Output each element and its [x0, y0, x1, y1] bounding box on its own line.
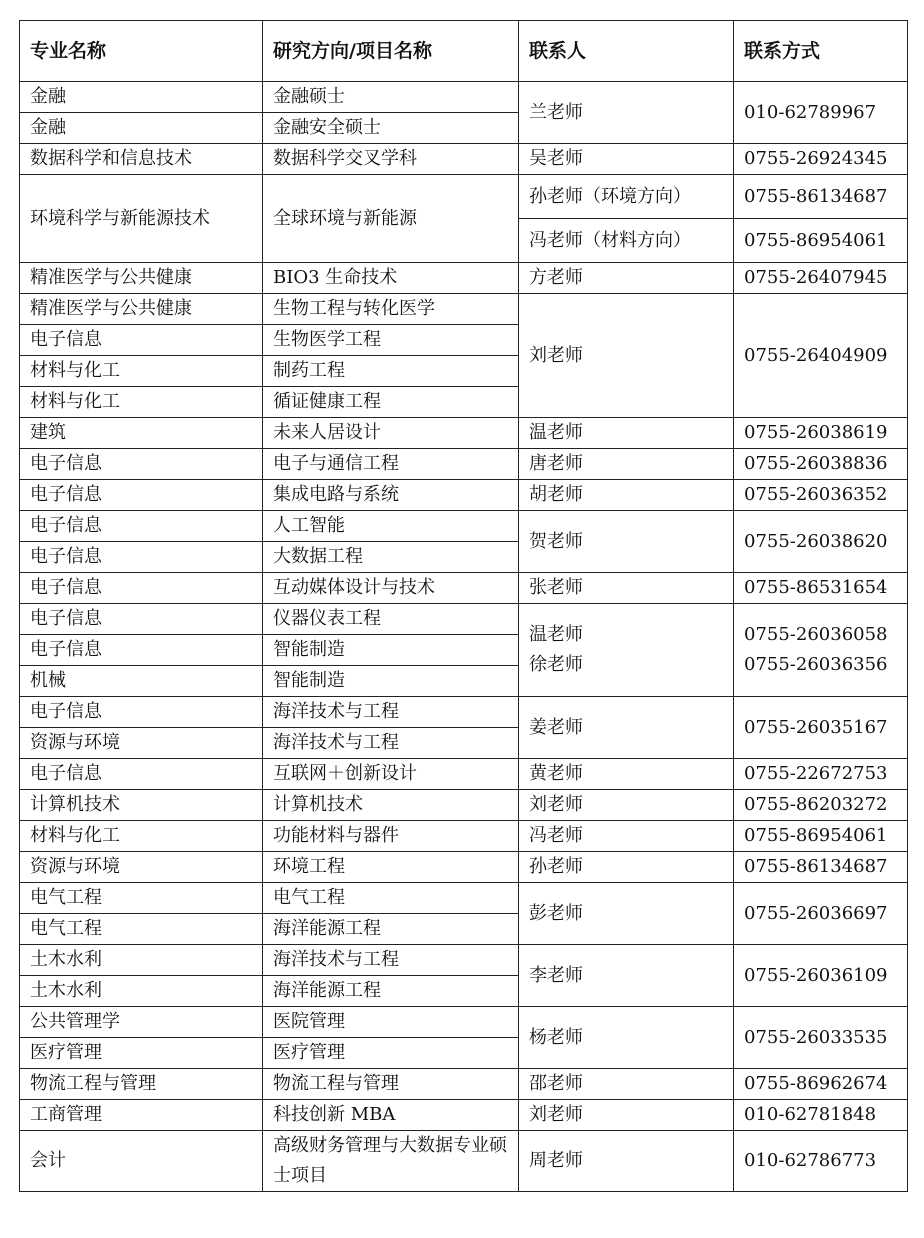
cell-phone: 0755-86954061	[734, 821, 908, 852]
cell-major: 环境科学与新能源技术	[20, 175, 263, 263]
table-row	[20, 945, 908, 976]
cell-contact: 姜老师	[519, 697, 734, 759]
table-row	[20, 480, 908, 511]
cell-direction: 科技创新 MBA	[263, 1100, 519, 1131]
cell-phone: 0755-26036109	[734, 945, 908, 1007]
cell-direction: 功能材料与器件	[263, 821, 519, 852]
cell-contact: 李老师	[519, 945, 734, 1007]
cell-contact: 刘老师	[519, 1100, 734, 1131]
table-row	[20, 604, 908, 635]
cell-direction: 金融安全硕士	[263, 113, 519, 144]
table-row	[20, 144, 908, 175]
cell-direction: 物流工程与管理	[263, 1069, 519, 1100]
cell-contact: 杨老师	[519, 1007, 734, 1069]
cell-major: 电子信息	[20, 480, 263, 511]
phone-number: 0755-26036058	[744, 624, 888, 645]
cell-major: 电子信息	[20, 635, 263, 666]
table-row	[20, 449, 908, 480]
cell-contact: 孙老师	[519, 852, 734, 883]
cell-direction: 生物工程与转化医学	[263, 294, 519, 325]
cell-contact: 冯老师（材料方向）	[519, 219, 734, 263]
cell-direction: 计算机技术	[263, 790, 519, 821]
cell-major: 电子信息	[20, 604, 263, 635]
cell-phone: 010-62781848	[734, 1100, 908, 1131]
table-row	[20, 883, 908, 914]
cell-direction: 海洋技术与工程	[263, 697, 519, 728]
cell-direction: 全球环境与新能源	[263, 175, 519, 263]
cell-contact: 吴老师	[519, 144, 734, 175]
cell-major: 计算机技术	[20, 790, 263, 821]
cell-major: 电子信息	[20, 449, 263, 480]
cell-direction: BIO3 生命技术	[263, 263, 519, 294]
cell-phone: 0755-26038836	[734, 449, 908, 480]
cell-major: 材料与化工	[20, 356, 263, 387]
cell-direction: 仪器仪表工程	[263, 604, 519, 635]
cell-contact: 冯老师	[519, 821, 734, 852]
cell-direction: 海洋技术与工程	[263, 728, 519, 759]
cell-contact: 方老师	[519, 263, 734, 294]
cell-direction: 生物医学工程	[263, 325, 519, 356]
cell-phone: 0755-86531654	[734, 573, 908, 604]
cell-major: 数据科学和信息技术	[20, 144, 263, 175]
cell-major: 会计	[20, 1131, 263, 1192]
cell-major: 精准医学与公共健康	[20, 263, 263, 294]
cell-phone: 0755-26404909	[734, 294, 908, 418]
cell-direction: 大数据工程	[263, 542, 519, 573]
cell-contact: 黄老师	[519, 759, 734, 790]
cell-phone: 0755-26035167	[734, 697, 908, 759]
cell-contact: 胡老师	[519, 480, 734, 511]
cell-major: 土木水利	[20, 945, 263, 976]
cell-major: 电子信息	[20, 511, 263, 542]
table-row	[20, 697, 908, 728]
table-row	[20, 511, 908, 542]
cell-phone: 0755-86954061	[734, 219, 908, 263]
cell-phone: 0755-26038620	[734, 511, 908, 573]
cell-direction: 海洋能源工程	[263, 914, 519, 945]
document-page	[19, 20, 908, 1192]
cell-contact: 贺老师	[519, 511, 734, 573]
table-row	[20, 1069, 908, 1100]
cell-direction: 金融硕士	[263, 82, 519, 113]
cell-direction: 电子与通信工程	[263, 449, 519, 480]
cell-direction: 医院管理	[263, 1007, 519, 1038]
cell-direction: 智能制造	[263, 635, 519, 666]
cell-direction: 数据科学交叉学科	[263, 144, 519, 175]
cell-major: 资源与环境	[20, 852, 263, 883]
cell-direction: 未来人居设计	[263, 418, 519, 449]
cell-major: 金融	[20, 82, 263, 113]
cell-major: 物流工程与管理	[20, 1069, 263, 1100]
table-header-row	[20, 21, 908, 82]
table-row	[20, 418, 908, 449]
cell-contact: 刘老师	[519, 790, 734, 821]
cell-major: 建筑	[20, 418, 263, 449]
header-direction: 研究方向/项目名称	[263, 21, 519, 82]
table-row	[20, 1007, 908, 1038]
cell-phone: 0755-22672753	[734, 759, 908, 790]
header-phone: 联系方式	[734, 21, 908, 82]
cell-direction: 人工智能	[263, 511, 519, 542]
cell-phone: 010-62789967	[734, 82, 908, 144]
cell-major: 电子信息	[20, 759, 263, 790]
table-row	[20, 573, 908, 604]
cell-contact: 周老师	[519, 1131, 734, 1192]
cell-major: 电子信息	[20, 697, 263, 728]
cell-direction: 互联网＋创新设计	[263, 759, 519, 790]
cell-phone: 0755-86134687	[734, 175, 908, 219]
cell-contact: 唐老师	[519, 449, 734, 480]
table-row	[20, 1131, 908, 1192]
cell-major: 工商管理	[20, 1100, 263, 1131]
cell-direction: 集成电路与系统	[263, 480, 519, 511]
cell-direction: 制药工程	[263, 356, 519, 387]
phone-number: 0755-26036356	[744, 654, 888, 675]
cell-phone: 0755-26036697	[734, 883, 908, 945]
cell-direction: 互动媒体设计与技术	[263, 573, 519, 604]
header-major: 专业名称	[20, 21, 263, 82]
contact-name: 徐老师	[529, 654, 583, 675]
table-row	[20, 1100, 908, 1131]
cell-contact: 彭老师	[519, 883, 734, 945]
cell-major: 金融	[20, 113, 263, 144]
cell-major: 资源与环境	[20, 728, 263, 759]
cell-major: 公共管理学	[20, 1007, 263, 1038]
table-row	[20, 759, 908, 790]
cell-phone: 0755-86134687	[734, 852, 908, 883]
cell-major: 土木水利	[20, 976, 263, 1007]
table-row	[20, 175, 908, 219]
table-row	[20, 82, 908, 113]
contact-table	[19, 20, 908, 1192]
cell-major: 医疗管理	[20, 1038, 263, 1069]
cell-phone: 0755-86962674	[734, 1069, 908, 1100]
cell-direction: 电气工程	[263, 883, 519, 914]
cell-contact: 兰老师	[519, 82, 734, 144]
cell-major: 电子信息	[20, 325, 263, 356]
cell-phone: 0755-86203272	[734, 790, 908, 821]
cell-direction: 海洋能源工程	[263, 976, 519, 1007]
cell-major: 电子信息	[20, 542, 263, 573]
cell-direction: 高级财务管理与大数据专业硕士项目	[263, 1131, 519, 1192]
cell-phone	[734, 604, 908, 697]
header-contact: 联系人	[519, 21, 734, 82]
cell-major: 材料与化工	[20, 821, 263, 852]
cell-phone: 0755-26036352	[734, 480, 908, 511]
cell-contact: 温老师	[519, 418, 734, 449]
table-row	[20, 821, 908, 852]
cell-contact: 邵老师	[519, 1069, 734, 1100]
cell-direction: 环境工程	[263, 852, 519, 883]
table-row	[20, 263, 908, 294]
table-row	[20, 790, 908, 821]
cell-major: 材料与化工	[20, 387, 263, 418]
cell-contact: 张老师	[519, 573, 734, 604]
cell-major: 电气工程	[20, 914, 263, 945]
cell-direction: 医疗管理	[263, 1038, 519, 1069]
cell-direction: 海洋技术与工程	[263, 945, 519, 976]
cell-contact: 刘老师	[519, 294, 734, 418]
cell-major: 电子信息	[20, 573, 263, 604]
cell-major: 精准医学与公共健康	[20, 294, 263, 325]
contact-name: 温老师	[529, 624, 583, 645]
cell-phone: 0755-26033535	[734, 1007, 908, 1069]
cell-contact: 孙老师（环境方向）	[519, 175, 734, 219]
cell-direction: 循证健康工程	[263, 387, 519, 418]
cell-phone: 0755-26924345	[734, 144, 908, 175]
cell-phone: 0755-26407945	[734, 263, 908, 294]
cell-phone: 0755-26038619	[734, 418, 908, 449]
table-row	[20, 294, 908, 325]
cell-contact	[519, 604, 734, 697]
table-row	[20, 852, 908, 883]
cell-major: 机械	[20, 666, 263, 697]
cell-phone: 010-62786773	[734, 1131, 908, 1192]
cell-direction: 智能制造	[263, 666, 519, 697]
cell-major: 电气工程	[20, 883, 263, 914]
